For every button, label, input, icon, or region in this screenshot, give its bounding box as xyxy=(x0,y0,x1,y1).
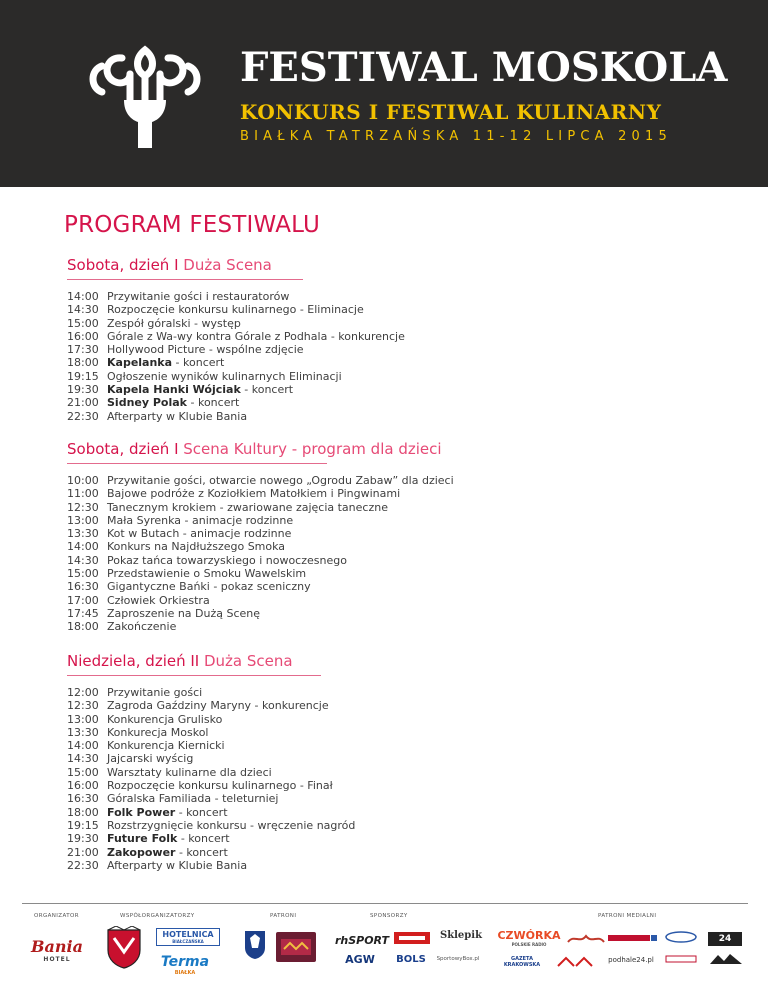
schedule-description xyxy=(107,290,289,303)
schedule-description xyxy=(107,846,228,859)
schedule-description xyxy=(107,806,228,819)
schedule-description xyxy=(107,540,285,553)
section-day: Sobota, dzień I xyxy=(67,256,179,274)
rhsport-logo: rhSPORT xyxy=(334,933,390,947)
section-heading xyxy=(67,652,321,673)
patron-emblem-icon xyxy=(278,935,314,959)
schedule-time: 17:00 xyxy=(67,593,99,607)
schedule-row xyxy=(67,846,321,859)
section-day: Sobota, dzień I xyxy=(67,440,179,458)
event-text: Gigantyczne Bańki - pokaz sceniczny xyxy=(107,580,311,594)
event-text: Zakończenie xyxy=(107,620,177,634)
schedule-row xyxy=(67,832,321,845)
section-day: Niedziela, dzień II xyxy=(67,652,200,670)
header-banner xyxy=(0,0,768,187)
schedule-row xyxy=(67,329,405,343)
program-title: PROGRAM FESTIWALU xyxy=(64,212,321,238)
hotelnica-logo: HOTELNICA BIAŁCZAŃSKA xyxy=(156,928,220,946)
schedule-time: 12:30 xyxy=(67,500,99,514)
schedule-row xyxy=(67,713,321,726)
24tp-logo: 24 xyxy=(708,932,742,946)
event-text: Warsztaty kulinarne dla dzieci xyxy=(107,765,272,779)
event-text: Hollywood Picture - wspólne zdjęcie xyxy=(107,343,304,357)
event-text: Góralska Familiada - teleturniej xyxy=(107,792,279,806)
schedule-list xyxy=(67,474,454,634)
schedule-row xyxy=(67,317,303,330)
schedule-time: 18:00 xyxy=(67,620,99,634)
event-text: - koncert xyxy=(175,805,228,819)
sklepik-logo: Sklepik xyxy=(439,929,483,941)
schedule-time: 14:30 xyxy=(67,303,99,317)
schedule-time: 14:30 xyxy=(67,752,99,766)
schedule-description xyxy=(107,527,291,540)
event-text: Człowiek Orkiestra xyxy=(107,593,210,607)
schedule-time: 15:00 xyxy=(67,567,99,581)
schedule-time: 14:00 xyxy=(67,739,99,753)
red-sponsor-logo xyxy=(394,932,430,944)
schedule-row xyxy=(67,343,303,356)
bols-logo: BOLS xyxy=(396,953,426,965)
event-text: Kot w Butach - animacje rodzinne xyxy=(107,527,292,541)
label-patrons: PATRONI xyxy=(270,913,297,919)
schedule-row xyxy=(67,739,321,752)
schedule-time: 21:00 xyxy=(67,845,99,859)
event-text: Rozstrzygnięcie konkursu - wręczenie nagród xyxy=(107,818,356,832)
bukowina-crest-icon xyxy=(104,926,144,970)
fork-swirl-logo-icon xyxy=(86,44,204,154)
schedule-row xyxy=(67,752,321,765)
schedule-description xyxy=(107,832,230,845)
schedule-list xyxy=(67,686,356,872)
schedule-description xyxy=(107,699,329,712)
schedule-description xyxy=(107,303,364,316)
schedule-row xyxy=(67,567,327,580)
patron-emblem-logo xyxy=(276,932,316,962)
schedule-row xyxy=(67,474,454,487)
label-media-patrons: PATRONI MEDIALNI xyxy=(598,913,657,919)
schedule-time: 19:15 xyxy=(67,369,99,383)
schedule-description xyxy=(107,819,355,832)
event-text: Mała Syrenka - animacje rodzinne xyxy=(107,513,294,527)
event-text: Rozpoczęcie konkursu kulinarnego - Eliminacje xyxy=(107,303,364,317)
performer-name: Folk Power xyxy=(107,805,176,819)
schedule-time: 12:30 xyxy=(67,699,99,713)
schedule-time: 14:30 xyxy=(67,553,99,567)
schedule-row xyxy=(67,806,321,819)
section-stage: Duża Scena xyxy=(204,652,293,670)
schedule-time: 11:00 xyxy=(67,487,99,501)
schedule-time: 22:30 xyxy=(67,858,99,872)
label-organizer: ORGANIZATOR xyxy=(34,913,79,919)
label-sponsors: SPONSORZY xyxy=(370,913,408,919)
event-text: Konkurencja Grulisko xyxy=(107,712,223,726)
schedule-description xyxy=(107,739,225,752)
schedule-row xyxy=(67,699,329,713)
schedule-description xyxy=(107,686,202,699)
schedule-row xyxy=(67,818,356,832)
schedule-time: 12:00 xyxy=(67,686,99,699)
schedule-description xyxy=(107,567,306,580)
schedule-row xyxy=(67,792,321,805)
gorale-logo-icon xyxy=(664,930,698,944)
schedule-description xyxy=(107,594,210,607)
festival-place-date: BIAŁKA TATRZAŃSKA 11-12 LIPCA 2015 xyxy=(240,129,672,144)
schedule-row xyxy=(67,540,327,553)
event-text: Tanecznym krokiem - zwariowane zajęcia taneczne xyxy=(107,500,388,514)
schedule-time: 16:30 xyxy=(67,792,99,806)
schedule-time: 18:00 xyxy=(67,356,99,370)
schedule-row xyxy=(67,726,321,739)
event-text: - koncert xyxy=(187,396,240,410)
schedule-description xyxy=(107,356,224,369)
event-text: - koncert xyxy=(240,383,294,397)
sportowybox-logo: SportowyBox.pl xyxy=(436,956,480,962)
event-text: Górale z Wa-wy kontra Górale z Podhala - konkurencje xyxy=(107,329,405,343)
schedule-description xyxy=(107,726,208,739)
schedule-time: 13:30 xyxy=(67,725,99,739)
schedule-time: 14:00 xyxy=(67,540,99,554)
schedule-time: 19:30 xyxy=(67,832,99,846)
schedule-row xyxy=(67,290,303,303)
schedule-time: 13:30 xyxy=(67,527,99,541)
event-text: Zespół góralski - występ xyxy=(107,316,241,330)
schedule-description xyxy=(107,330,405,343)
schedule-row xyxy=(67,514,327,527)
section-stage: Duża Scena xyxy=(183,256,272,274)
schedule-description xyxy=(107,410,247,423)
malopolska-crest-icon xyxy=(244,930,266,960)
schedule-time: 13:00 xyxy=(67,513,99,527)
media-patron-logo-icon xyxy=(566,932,606,946)
schedule-description xyxy=(107,607,260,620)
schedule-row xyxy=(67,859,321,872)
performer-name: Sidney Polak xyxy=(107,396,187,410)
schedule-time: 22:30 xyxy=(67,409,99,423)
schedule-row xyxy=(67,779,333,793)
event-text: Bajowe podróże z Koziołkiem Matołkiem i Pingwinami xyxy=(107,487,401,501)
section-divider xyxy=(67,279,303,280)
performer-name: Kapelanka xyxy=(107,356,173,370)
section-heading xyxy=(67,440,442,461)
schedule-row xyxy=(67,594,327,607)
schedule-row xyxy=(67,580,327,593)
schedule-description xyxy=(107,779,333,792)
schedule-time: 16:30 xyxy=(67,580,99,594)
performer-name: Zakopower xyxy=(107,845,176,859)
schedule-row xyxy=(67,303,364,317)
schedule-description xyxy=(107,396,239,409)
schedule-description xyxy=(107,713,222,726)
tatry-logo-icon xyxy=(708,952,744,966)
schedule-description xyxy=(107,343,304,356)
event-text: - koncert xyxy=(172,356,225,370)
section-heading xyxy=(67,256,303,277)
schedule-description xyxy=(107,514,293,527)
performer-name: Kapela Hanki Wójciak xyxy=(107,383,241,397)
section-divider xyxy=(67,675,321,676)
festival-title: FESTIWAL MOSKOLA xyxy=(240,44,728,91)
schedule-time: 10:00 xyxy=(67,474,99,487)
schedule-time: 17:45 xyxy=(67,606,99,620)
event-text: Przywitanie gości, otwarcie nowego „Ogrodu Zabaw” dla dzieci xyxy=(107,474,454,487)
agw-logo: AGW xyxy=(345,952,375,966)
schedule-row xyxy=(67,410,303,423)
event-text: Ogłoszenie wyników kulinarnych Eliminacji xyxy=(107,369,342,383)
schedule-time: 19:15 xyxy=(67,818,99,832)
schedule-time: 14:00 xyxy=(67,290,99,303)
schedule-row xyxy=(67,369,342,383)
schedule-description xyxy=(107,317,241,330)
schedule-list xyxy=(67,290,405,423)
event-text: Przywitanie gości xyxy=(107,686,203,699)
schedule-time: 16:00 xyxy=(67,329,99,343)
ski-life-logo-icon xyxy=(556,954,596,970)
schedule-row xyxy=(67,527,327,540)
czworka-logo: CZWÓRKA POLSKIE RADIO xyxy=(497,929,561,947)
schedule-row xyxy=(67,500,388,514)
section-divider xyxy=(67,463,327,464)
program-section-saturday-kids xyxy=(67,440,454,634)
event-text: Przedstawienie o Smoku Wawelskim xyxy=(107,567,307,581)
event-text: Zagroda Gaździny Maryny - konkurencje xyxy=(107,699,329,713)
schedule-row xyxy=(67,487,401,501)
performer-name: Future Folk xyxy=(107,832,178,846)
schedule-row xyxy=(67,553,347,567)
event-text: - koncert xyxy=(177,832,230,846)
event-text: Rozpoczęcie konkursu kulinarnego - Finał xyxy=(107,779,333,793)
program-section-sunday-main xyxy=(67,652,356,872)
event-text: Afterparty w Klubie Bania xyxy=(107,409,248,423)
schedule-time: 15:00 xyxy=(67,316,99,330)
schedule-time: 15:00 xyxy=(67,765,99,779)
schedule-time: 21:00 xyxy=(67,396,99,410)
schedule-row xyxy=(67,686,321,699)
event-text: Afterparty w Klubie Bania xyxy=(107,858,248,872)
bania-hotel-logo: Bania HOTEL xyxy=(31,937,83,963)
event-text: Zaproszenie na Dużą Scenę xyxy=(107,606,261,620)
program-section-saturday-main xyxy=(67,256,405,423)
red-sponsor-icon xyxy=(397,934,427,942)
business-logo-icon xyxy=(664,952,698,966)
schedule-row xyxy=(67,620,327,633)
event-text: Przywitanie gości i restauratorów xyxy=(107,290,290,303)
footer-divider xyxy=(22,903,748,904)
schedule-row xyxy=(67,607,327,620)
malopolska-online-logo-icon xyxy=(608,934,658,942)
festival-subtitle: KONKURS I FESTIWAL KULINARNY xyxy=(240,100,662,124)
gazeta-krakowska-logo: GAZETA KRAKOWSKA xyxy=(503,956,541,968)
schedule-description xyxy=(107,580,311,593)
schedule-row xyxy=(67,766,321,779)
schedule-time: 16:00 xyxy=(67,779,99,793)
schedule-time: 13:00 xyxy=(67,712,99,726)
schedule-time: 18:00 xyxy=(67,805,99,819)
schedule-description xyxy=(107,383,293,396)
schedule-description xyxy=(107,487,400,500)
schedule-description xyxy=(107,620,176,633)
terma-bialka-logo: Terma BIAŁKA xyxy=(160,954,210,976)
event-text: - koncert xyxy=(175,845,228,859)
schedule-row xyxy=(67,383,303,396)
schedule-description xyxy=(107,501,388,514)
schedule-row xyxy=(67,356,303,369)
schedule-description xyxy=(107,554,347,567)
schedule-description xyxy=(107,859,247,872)
schedule-description xyxy=(107,370,342,383)
section-stage: Scena Kultury - program dla dzieci xyxy=(183,440,442,458)
label-coorganizers: WSPÓŁORGANIZATORZY xyxy=(120,913,195,919)
schedule-time: 17:30 xyxy=(67,343,99,357)
schedule-description xyxy=(107,766,272,779)
schedule-time: 19:30 xyxy=(67,383,99,397)
event-text: Jajcarski wyścig xyxy=(107,752,194,766)
schedule-description xyxy=(107,792,278,805)
event-text: Konkurs na Najdłuższego Smoka xyxy=(107,540,286,554)
event-text: Konkurencja Kiernicki xyxy=(107,739,225,753)
schedule-description xyxy=(107,474,454,487)
event-text: Pokaz tańca towarzyskiego i nowoczesnego xyxy=(107,553,347,567)
schedule-description xyxy=(107,752,193,765)
schedule-row xyxy=(67,396,303,409)
event-text: Konkurecja Moskol xyxy=(107,725,209,739)
podhale24-logo: podhale24.pl xyxy=(608,956,654,964)
